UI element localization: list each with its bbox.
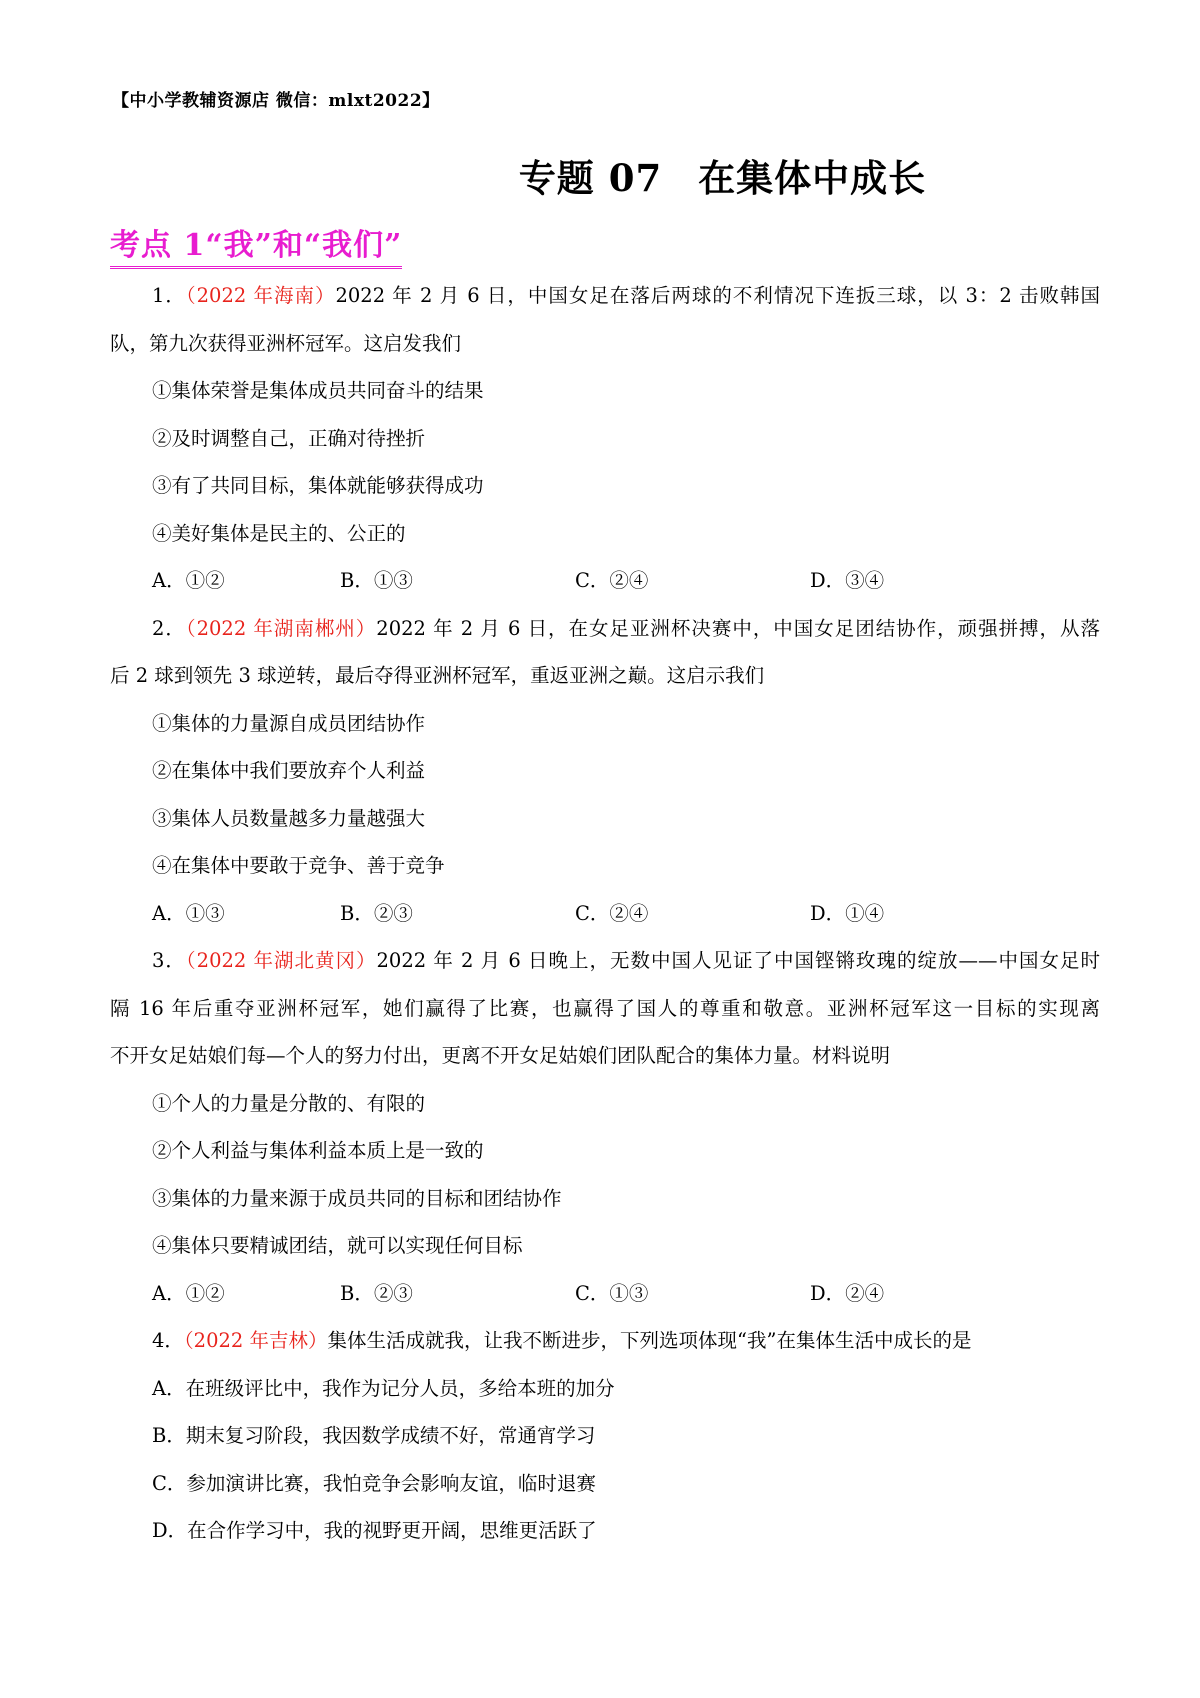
answer-options (110, 557, 1100, 605)
question-stem-line: 队，第九次获得亚洲杯冠军。这启发我们 (110, 331, 462, 355)
question-number: 1． (152, 284, 186, 307)
option-c: C．②④ (575, 569, 649, 592)
option-b: B．②③ (340, 1281, 413, 1305)
statement: ④在集体中要敢于竞争、善于竞争 (152, 854, 445, 877)
statement: ①个人的力量是分散的、有限的 (152, 1091, 426, 1115)
option-a: A．①② (152, 1281, 225, 1305)
question-number: 2． (152, 616, 186, 640)
question-text: 2022 年 2 月 6 日晚上，无数中国人见证了中国铿锵玫瑰的绽放——中国女足时 (376, 949, 1100, 972)
question-stem-line (110, 937, 1100, 985)
question-stem-line (110, 272, 1100, 320)
option-d: D．在合作学习中，我的视野更开阔，思维更活跃了 (152, 1519, 597, 1542)
statement: ④美好集体是民主的、公正的 (152, 521, 406, 545)
statement: ③有了共同目标，集体就能够获得成功 (152, 474, 484, 497)
option-d: D．①④ (810, 901, 885, 925)
question-stem-line: 后 2 球到领先 3 球逆转，最后夺得亚洲杯冠军，重返亚洲之巅。这启示我们 (110, 664, 765, 687)
question-1 (110, 272, 1100, 605)
question-stem-line (110, 605, 1100, 653)
option-c: C．②④ (575, 901, 649, 925)
question-number: 4． (152, 1329, 184, 1352)
question-stem-line: 隔 16 年后重夺亚洲杯冠军，她们赢得了比赛，也赢得了国人的尊重和敬意。亚洲杯冠军这一目标的实现离 (110, 996, 1100, 1020)
option-c: C．参加演讲比赛，我怕竞争会影响友谊，临时退赛 (152, 1471, 596, 1495)
option-b: B．期末复习阶段，我因数学成绩不好，常通宵学习 (152, 1424, 596, 1447)
answer-options (110, 1270, 1100, 1318)
answer-options (110, 890, 1100, 938)
question-list (110, 272, 1100, 1555)
statement: ①集体荣誉是集体成员共同奋斗的结果 (152, 379, 484, 402)
question-3 (110, 937, 1100, 1317)
question-source: （2022 年湖南郴州） (185, 616, 377, 640)
option-d: D．③④ (810, 569, 885, 592)
statement: ④集体只要精诚团结，就可以实现任何目标 (152, 1234, 523, 1257)
statement: ②个人利益与集体利益本质上是一致的 (152, 1139, 484, 1162)
statement: ①集体的力量源自成员团结协作 (152, 711, 426, 735)
question-4 (110, 1317, 1100, 1555)
page-header: 【中小学教辅资源店 微信：mlxt2022】 (112, 91, 440, 111)
question-2 (110, 605, 1100, 938)
question-source: （2022 年湖北黄冈） (185, 949, 377, 972)
statement: ③集体人员数量越多力量越强大 (152, 806, 426, 830)
section-heading: 考点 1“我”和“我们” (110, 220, 402, 269)
question-stem-line: 不开女足姑娘们每—个人的努力付出，更离不开女足姑娘们团队配合的集体力量。材料说明 (110, 1044, 891, 1067)
question-text: 集体生活成就我，让我不断进步，下列选项体现“我”在集体生活中成长的是 (327, 1329, 972, 1352)
title-topic-number: 专题 07 (518, 156, 663, 200)
option-c: C．①③ (575, 1281, 649, 1305)
statement: ②在集体中我们要放弃个人利益 (152, 759, 426, 782)
statement: ③集体的力量来源于成员共同的目标和团结协作 (152, 1186, 562, 1210)
option-a: A．①③ (152, 901, 225, 925)
title-topic-name: 在集体中成长 (698, 156, 927, 200)
page-title (0, 148, 1200, 202)
question-number: 3． (152, 949, 186, 972)
option-b: B．②③ (340, 901, 413, 925)
option-a: A．在班级评比中，我作为记分人员，多给本班的加分 (152, 1376, 615, 1400)
question-source: （2022 年吉林） (183, 1329, 328, 1352)
question-text: 2022 年 2 月 6 日，在女足亚洲杯决赛中，中国女足团结协作，顽强拼搏，从落 (376, 616, 1100, 640)
question-source: （2022 年海南） (185, 284, 336, 307)
option-d: D．②④ (810, 1281, 885, 1305)
question-stem-line (110, 1317, 1100, 1365)
statement: ②及时调整自己，正确对待挫折 (152, 426, 426, 450)
question-text: 2022 年 2 月 6 日，中国女足在落后两球的不利情况下连扳三球，以 3：2 击败韩国 (335, 284, 1100, 307)
option-b: B．①③ (340, 569, 413, 592)
option-a: A．①② (152, 569, 225, 592)
